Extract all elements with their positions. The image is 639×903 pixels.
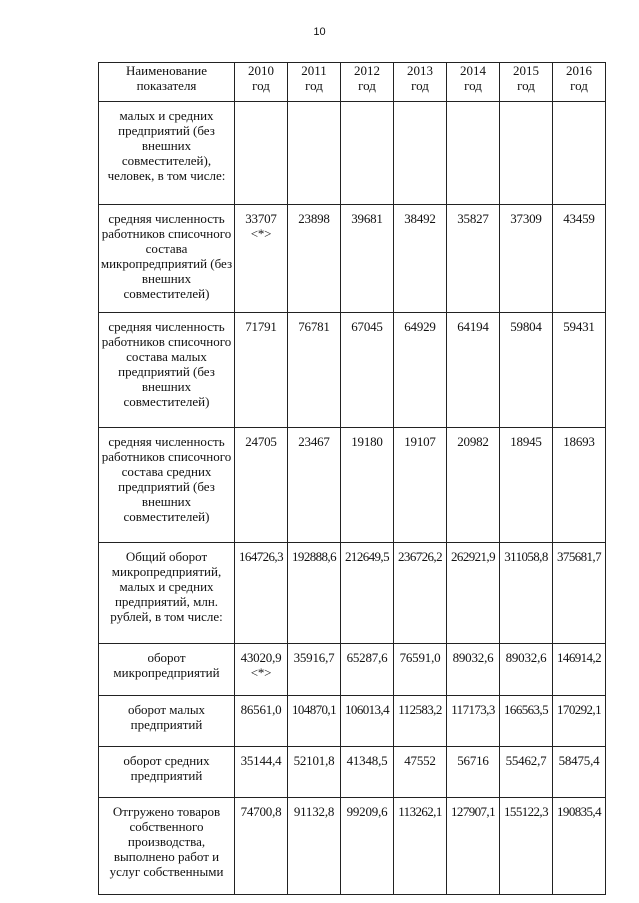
- value-cell: 56716: [447, 747, 500, 798]
- value-cell: 47552: [394, 747, 447, 798]
- value-cell: 113262,1: [394, 798, 447, 895]
- value-cell: 76591,0: [394, 644, 447, 696]
- value-cell: 67045: [341, 313, 394, 428]
- value-cell: 236726,2: [394, 543, 447, 644]
- value-cell: 19107: [394, 428, 447, 543]
- value-cell: 43459: [553, 205, 606, 313]
- value-cell: 41348,5: [341, 747, 394, 798]
- value-cell: 164726,3: [235, 543, 288, 644]
- value-cell: 18693: [553, 428, 606, 543]
- table-row: [99, 428, 606, 543]
- value-cell: 166563,5: [500, 696, 553, 747]
- row-name: средняя численность работников списочного состава средних предприятий (без внешних совместителей): [99, 428, 235, 543]
- table-header-row: [99, 63, 606, 102]
- value-cell: 190835,4: [553, 798, 606, 895]
- value-cell: 35827: [447, 205, 500, 313]
- value-cell: 43020,9 <*>: [235, 644, 288, 696]
- table-row: [99, 798, 606, 895]
- value-cell: 35144,4: [235, 747, 288, 798]
- row-name: Отгружено товаров собственного производства, выполнено работ и услуг собственными: [99, 798, 235, 895]
- value-cell: 64194: [447, 313, 500, 428]
- table-row: [99, 313, 606, 428]
- page-number: 10: [313, 26, 326, 38]
- value-cell: 91132,8: [288, 798, 341, 895]
- value-cell: 112583,2: [394, 696, 447, 747]
- value-cell: 155122,3: [500, 798, 553, 895]
- table-row: [99, 747, 606, 798]
- value-cell: 146914,2: [553, 644, 606, 696]
- indicators-table: [98, 62, 606, 895]
- value-cell: 192888,6: [288, 543, 341, 644]
- row-name: оборот микропредприятий: [99, 644, 235, 696]
- value-cell: 59431: [553, 313, 606, 428]
- row-name: Общий оборот микропредприятий, малых и средних предприятий, млн. рублей, в том числе:: [99, 543, 235, 644]
- header-year-2014: 2014 год: [447, 63, 500, 102]
- footnote-mark: <*>: [250, 665, 272, 680]
- value-cell: 127907,1: [447, 798, 500, 895]
- value-cell: 58475,4: [553, 747, 606, 798]
- value-cell: 311058,8: [500, 543, 553, 644]
- value-cell: 55462,7: [500, 747, 553, 798]
- value-cell: 86561,0: [235, 696, 288, 747]
- value-cell: 65287,6: [341, 644, 394, 696]
- value-cell: 23898: [288, 205, 341, 313]
- row-name: средняя численность работников списочного состава микропредприятий (без внешних совместителей): [99, 205, 235, 313]
- row-name: средняя численность работников списочного состава малых предприятий (без внешних совместителей): [99, 313, 235, 428]
- row-name: оборот средних предприятий: [99, 747, 235, 798]
- value-cell: 99209,6: [341, 798, 394, 895]
- value-cell: 76781: [288, 313, 341, 428]
- value-cell: 35916,7: [288, 644, 341, 696]
- value-cell: 23467: [288, 428, 341, 543]
- value-cell: 74700,8: [235, 798, 288, 895]
- header-year-2016: 2016 год: [553, 63, 606, 102]
- header-year-2011: 2011 год: [288, 63, 341, 102]
- value-cell: 170292,1: [553, 696, 606, 747]
- table-row: [99, 644, 606, 696]
- value-cell: 59804: [500, 313, 553, 428]
- value-cell: 18945: [500, 428, 553, 543]
- row-name: оборот малых предприятий: [99, 696, 235, 747]
- table-row: [99, 696, 606, 747]
- table-row: [99, 205, 606, 313]
- row-name: малых и средних предприятий (без внешних совместителей), человек, в том числе:: [99, 102, 235, 205]
- value-cell: 52101,8: [288, 747, 341, 798]
- table-row: [99, 102, 606, 205]
- header-year-2010: 2010 год: [235, 63, 288, 102]
- header-year-2013: 2013 год: [394, 63, 447, 102]
- value-cell: 212649,5: [341, 543, 394, 644]
- value-cell: 37309: [500, 205, 553, 313]
- value-cell: 117173,3: [447, 696, 500, 747]
- value-cell: 104870,1: [288, 696, 341, 747]
- value-cell: 24705: [235, 428, 288, 543]
- value-cell: 64929: [394, 313, 447, 428]
- header-year-2015: 2015 год: [500, 63, 553, 102]
- value-cell: 375681,7: [553, 543, 606, 644]
- value-cell: 89032,6: [447, 644, 500, 696]
- value-cell: 20982: [447, 428, 500, 543]
- value-cell: 71791: [235, 313, 288, 428]
- value-cell: 39681: [341, 205, 394, 313]
- header-indicator-name: Наименование показателя: [99, 63, 235, 102]
- header-year-2012: 2012 год: [341, 63, 394, 102]
- value-cell: 106013,4: [341, 696, 394, 747]
- footnote-mark: <*>: [250, 226, 272, 241]
- value-cell: 38492: [394, 205, 447, 313]
- table-row: [99, 543, 606, 644]
- value-cell: 262921,9: [447, 543, 500, 644]
- value-cell: 33707 <*>: [235, 205, 288, 313]
- value-cell: 19180: [341, 428, 394, 543]
- value-cell: 89032,6: [500, 644, 553, 696]
